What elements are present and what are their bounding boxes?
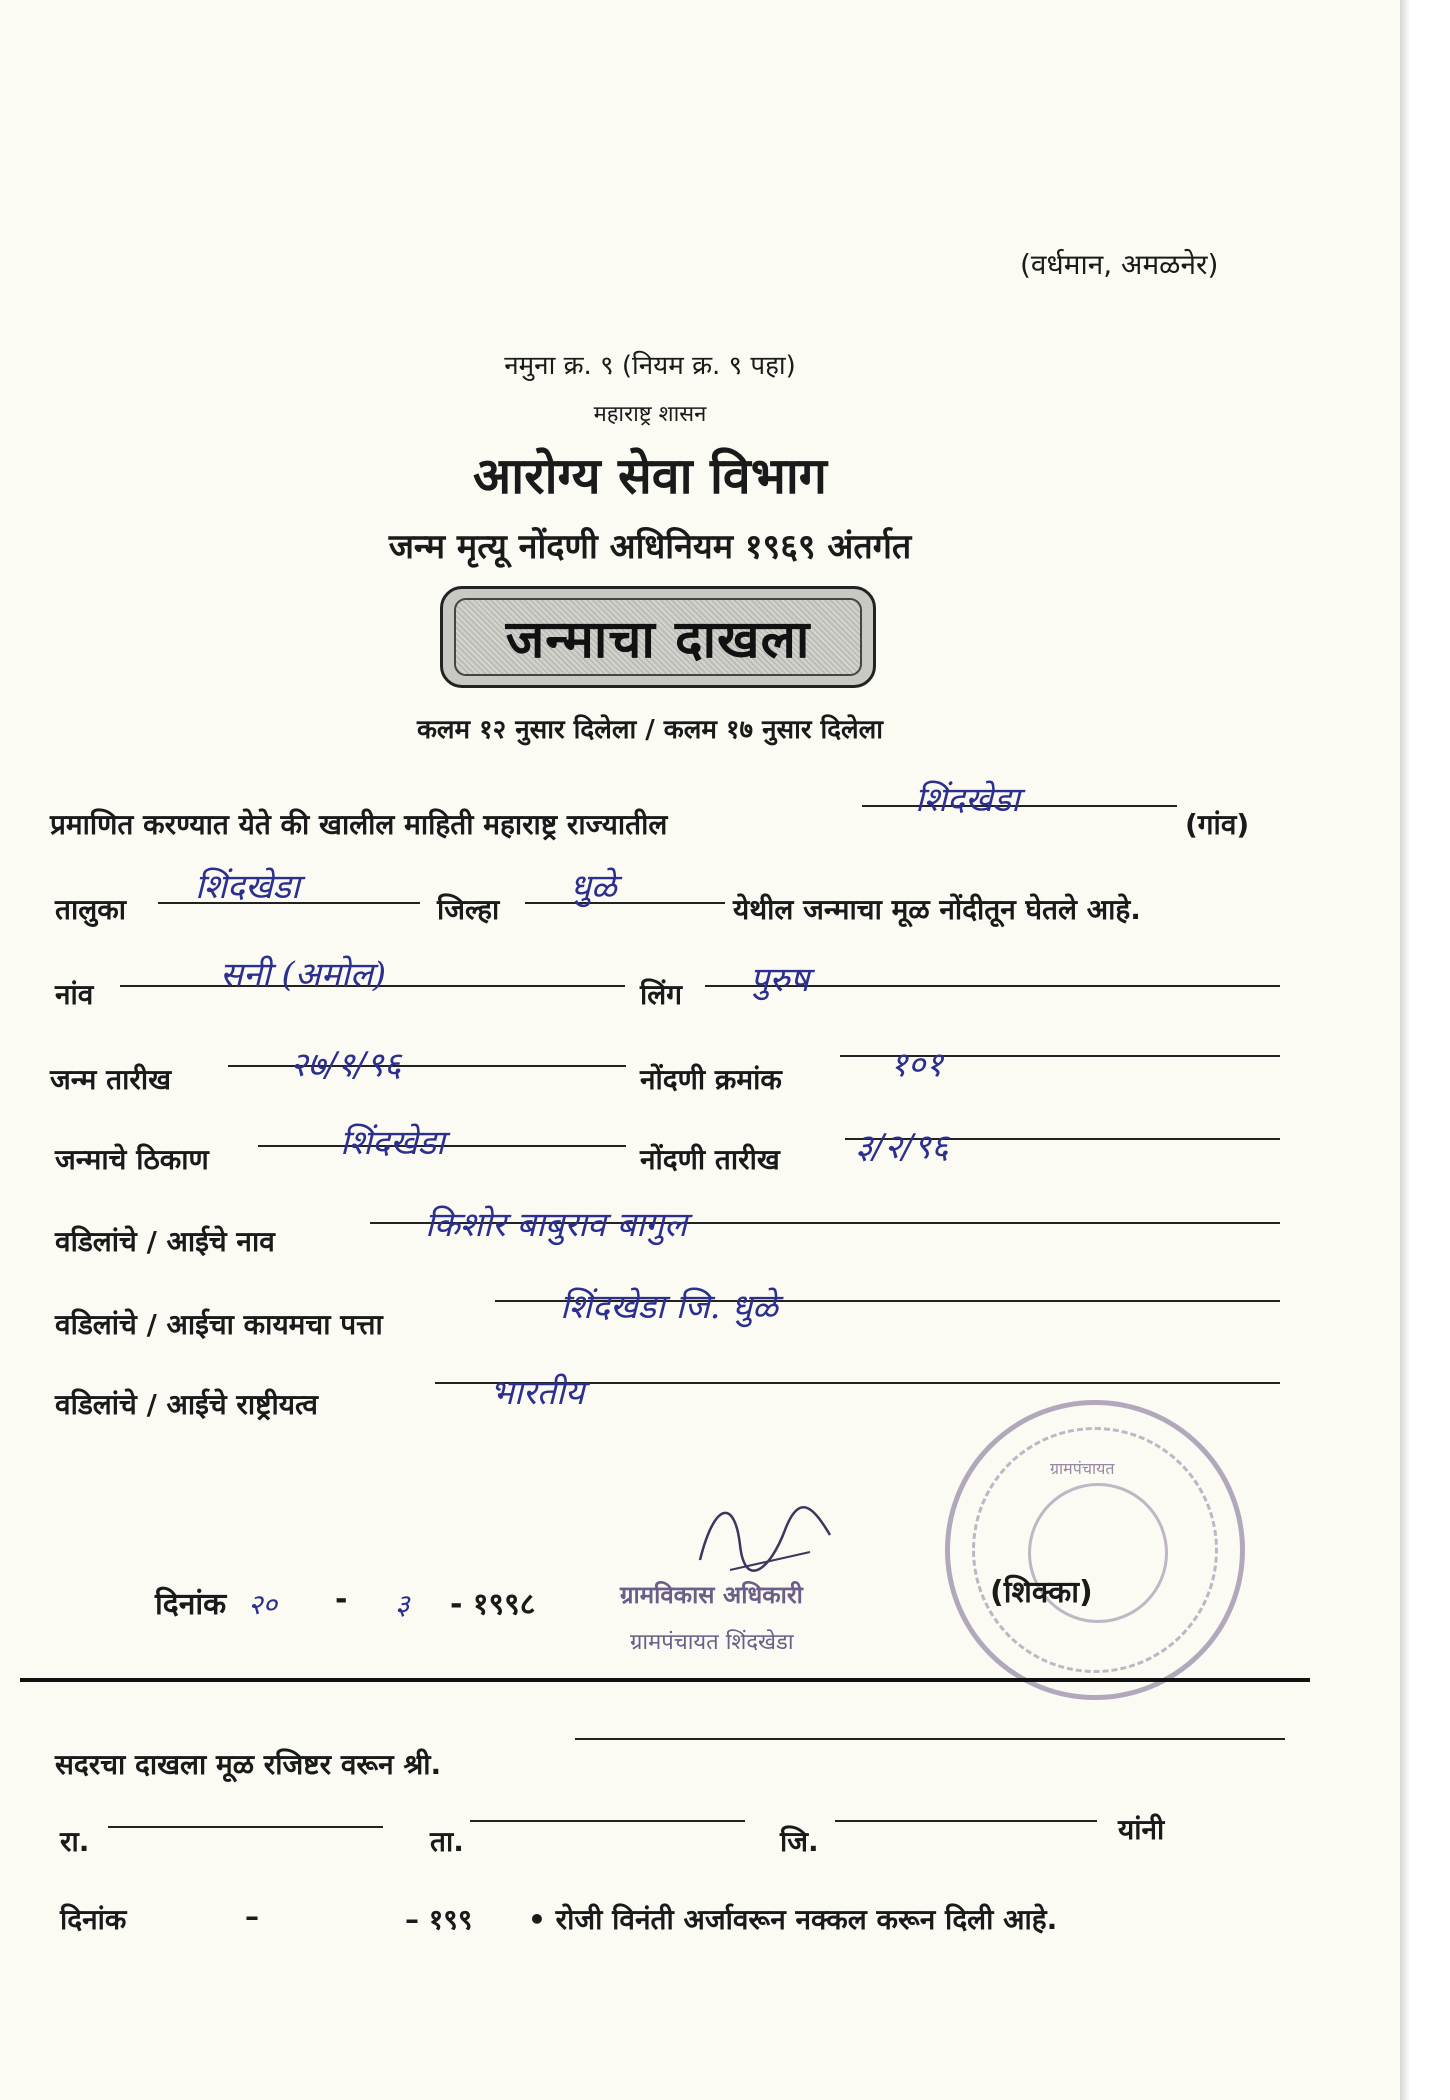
sign-date-year: - १९९८ <box>450 1587 536 1622</box>
address-value: शिंदखेडा जि. धुळे <box>560 1287 778 1327</box>
district-line <box>525 902 725 904</box>
copy-date-label: दिनांक <box>60 1903 127 1936</box>
birthplace-label: जन्माचे ठिकाण <box>55 1143 209 1176</box>
copy-ji-line <box>835 1820 1097 1822</box>
copy-ta-line <box>470 1820 745 1822</box>
sex-label: लिंग <box>640 978 683 1011</box>
reg-date-label: नोंदणी तारीख <box>640 1143 780 1176</box>
certificate-title: जन्माचा दाखला <box>505 609 811 670</box>
name-label: नांव <box>55 978 94 1011</box>
birthplace-value: शिंदखेडा <box>340 1123 445 1163</box>
address-label: वडिलांचे / आईचा कायमचा पत्ता <box>55 1308 383 1341</box>
officer-signature <box>690 1490 840 1580</box>
register-text: येथील जन्माचा मूळ नोंदीतून घेतले आहे. <box>733 893 1141 926</box>
copy-date-dash: – <box>245 1900 259 1933</box>
dob-line <box>228 1065 626 1067</box>
reg-date-value: ३/२/९६ <box>855 1127 949 1167</box>
dob-label: जन्म तारीख <box>50 1063 171 1096</box>
reg-no-value: १०१ <box>890 1045 944 1085</box>
parent-name-label: वडिलांचे / आईचे नाव <box>55 1225 275 1258</box>
officer-title: ग्रामविकास अधिकारी <box>620 1581 803 1609</box>
dob-value: २७/१/९६ <box>290 1045 402 1085</box>
copy-name-line <box>575 1738 1285 1740</box>
officer-office: ग्रामपंचायत शिंदखेडा <box>630 1630 794 1655</box>
parent-name-value: किशोर बाबुराव बागुल <box>425 1205 688 1245</box>
reg-no-label: नोंदणी क्रमांक <box>640 1063 782 1096</box>
copy-ji-label: जि. <box>780 1825 819 1858</box>
taluka-label: तालुका <box>55 893 126 926</box>
section-reference: कलम १२ नुसार दिलेला / कलम १७ नुसार दिलेला <box>416 715 884 745</box>
act-reference: जन्म मृत्यू नोंदणी अधिनियम १९६९ अंतर्गत <box>388 527 912 567</box>
district-label: जिल्हा <box>437 893 500 926</box>
certify-text: प्रमाणित करण्यात येते की खालील माहिती महाराष्ट्र राज्यातील <box>50 808 668 841</box>
page-edge <box>1400 0 1410 2100</box>
sex-value: पुरुष <box>750 960 810 1000</box>
sign-date-sep: - <box>335 1582 348 1617</box>
official-seal <box>945 1400 1245 1700</box>
copy-date-year: – १९९ <box>405 1903 473 1936</box>
section-divider <box>20 1678 1310 1682</box>
nationality-value: भारतीय <box>490 1373 585 1413</box>
copy-closing-text: • रोजी विनंती अर्जावरून नक्कल करून दिली आहे. <box>528 1903 1058 1936</box>
copy-ra-label: रा. <box>60 1825 90 1858</box>
sign-date-month: ३ <box>395 1588 410 1621</box>
district-value: धुळे <box>570 867 617 907</box>
department-name: आरोग्य सेवा विभाग <box>473 447 827 505</box>
sign-date-label: दिनांक <box>155 1587 227 1622</box>
publisher-note: (वर्धमान, अमळनेर) <box>1020 248 1219 281</box>
copy-line1-text: सदरचा दाखला मूळ रजिष्टर वरून श्री. <box>55 1748 442 1781</box>
copy-yanni: यांनी <box>1118 1813 1165 1846</box>
certificate-title-inner <box>454 598 862 676</box>
sign-date-day: २० <box>248 1588 278 1621</box>
certificate-title-box <box>440 586 876 688</box>
village-suffix: (गांव) <box>1185 808 1250 841</box>
copy-ta-label: ता. <box>430 1825 464 1858</box>
village-value: शिंदखेडा <box>915 780 1020 820</box>
government-name: महाराष्ट्र शासन <box>593 402 707 427</box>
nationality-label: वडिलांचे / आईचे राष्ट्रीयत्व <box>55 1388 318 1421</box>
seal-text: ग्रामपंचायत <box>1050 1459 1115 1478</box>
copy-ra-line <box>108 1826 383 1828</box>
seal-label: (शिक्का) <box>990 1575 1093 1610</box>
child-name-value: सनी (अमोल) <box>220 955 387 995</box>
form-number: नमुना क्र. ९ (नियम क्र. ९ पहा) <box>504 351 796 381</box>
taluka-value: शिंदखेडा <box>195 867 300 907</box>
